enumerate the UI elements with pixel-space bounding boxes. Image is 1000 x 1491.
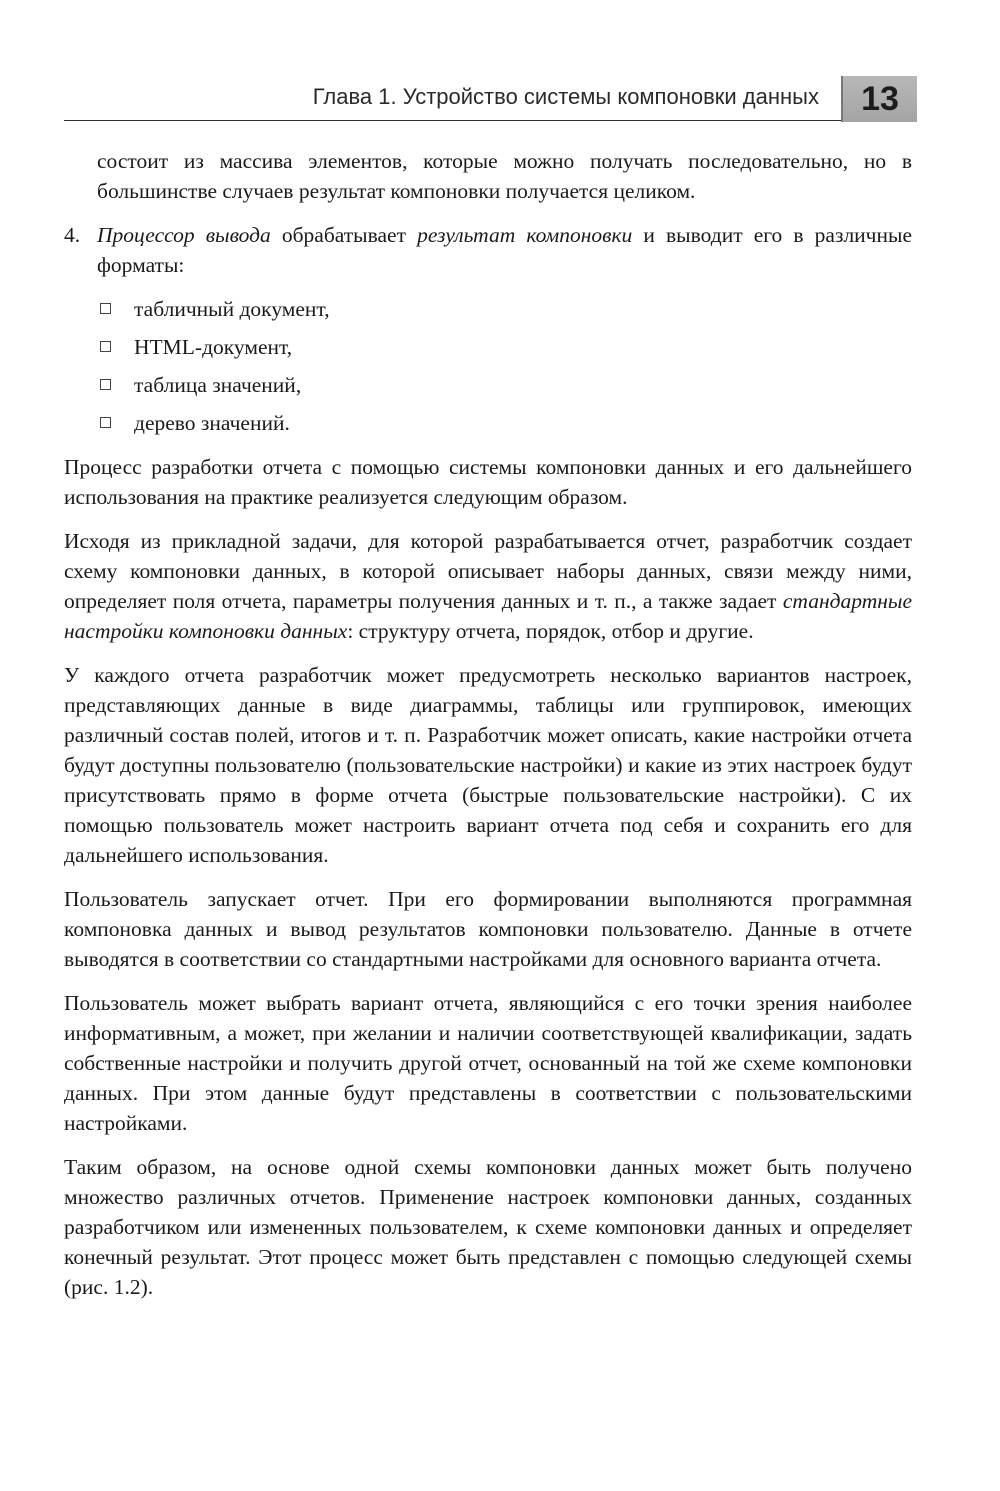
item-number: 4. (64, 223, 81, 247)
square-bullet-icon (100, 341, 111, 352)
paragraph-text: Исходя из прикладной задачи, для которой разрабатывается отчет, разработчик создает схему компоновки данных, в которой описывает наборы данных, связи между ними, определяет поля отчета, параметры получения данных и т. п., а также задает (64, 529, 912, 613)
paragraph-user-runs-report: Пользователь запускает отчет. При его формировании выполняются программная компоновка данных и вывод результатов компоновки пользователю. Данные в отчете выводятся в соответствии со стандартными настройками для основного варианта отчета. (64, 887, 912, 971)
list-item (64, 370, 912, 400)
running-header (64, 70, 917, 122)
paragraph-conclusion: Таким образом, на основе одной схемы компоновки данных может быть получено множество различных отчетов. Применение настроек компоновки данных, созданных разработчиком или измененных пользователем, к схеме компоновки данных и определяет конечный результат. Этот процесс может быть представлен с помощью следующей схемы (рис. 1.2). (64, 1155, 912, 1299)
chapter-title: Глава 1. Устройство системы компоновки данных (312, 84, 819, 109)
paragraph-text: : структуру отчета, порядок, отбор и другие. (347, 619, 754, 643)
item4-text-1: обрабатывает (270, 223, 418, 247)
page-content (64, 146, 912, 1316)
intro-continuation: состоит из массива элементов, которые можно получать последовательно, но в большинстве случаев результат компоновки получается целиком. (97, 149, 912, 203)
term-standard-settings: стандартные настройки компоновки данных (64, 589, 912, 643)
paragraph-user-settings: Пользователь может выбрать вариант отчета, являющийся с его точки зрения наиболее информативным, а может, при желании и наличии соответствующей квалификации, задать собственные настройки и получить другой отчет, основанный на той же схеме компоновки данных. При этом данные будут представлены в соответствии с пользовательскими настройками. (64, 991, 912, 1135)
list-item (64, 408, 912, 438)
header-rule (64, 120, 843, 121)
list-item (64, 332, 912, 362)
output-formats-list (64, 294, 912, 438)
square-bullet-icon (100, 379, 111, 390)
list-item (64, 294, 912, 324)
item4-text-2: и выводит его в различные форматы: (97, 223, 912, 277)
term-output-processor: Процессор вывода (97, 223, 271, 247)
square-bullet-icon (100, 303, 111, 314)
list-item-text: дерево значений. (134, 411, 290, 435)
square-bullet-icon (100, 417, 111, 428)
list-item-text: таблица значений, (134, 373, 302, 397)
term-composition-result: результат компоновки (417, 223, 633, 247)
list-item-text: табличный документ, (134, 297, 330, 321)
list-item-text: HTML-документ, (134, 335, 293, 359)
paragraph-developer-schema (64, 526, 912, 646)
page-number: 13 (841, 76, 917, 122)
paragraph-process-intro: Процесс разработки отчета с помощью системы компоновки данных и его дальнейшего использования на практике реализуется следующим образом. (64, 455, 912, 509)
paragraph-report-variants: У каждого отчета разработчик может предусмотреть несколько вариантов настроек, представляющих данные в виде диаграммы, таблицы или группировок, имеющих различный состав полей, итогов и т. п. Разработчик может описать, какие настройки отчета будут доступны пользователю (пользовательские настройки) и какие из этих настроек будут присутствовать прямо в форме отчета (быстрые пользовательские настройки). С их помощью пользователь может настроить вариант отчета под себя и сохранить его для дальнейшего использования. (64, 663, 912, 867)
numbered-item-4 (64, 220, 912, 280)
